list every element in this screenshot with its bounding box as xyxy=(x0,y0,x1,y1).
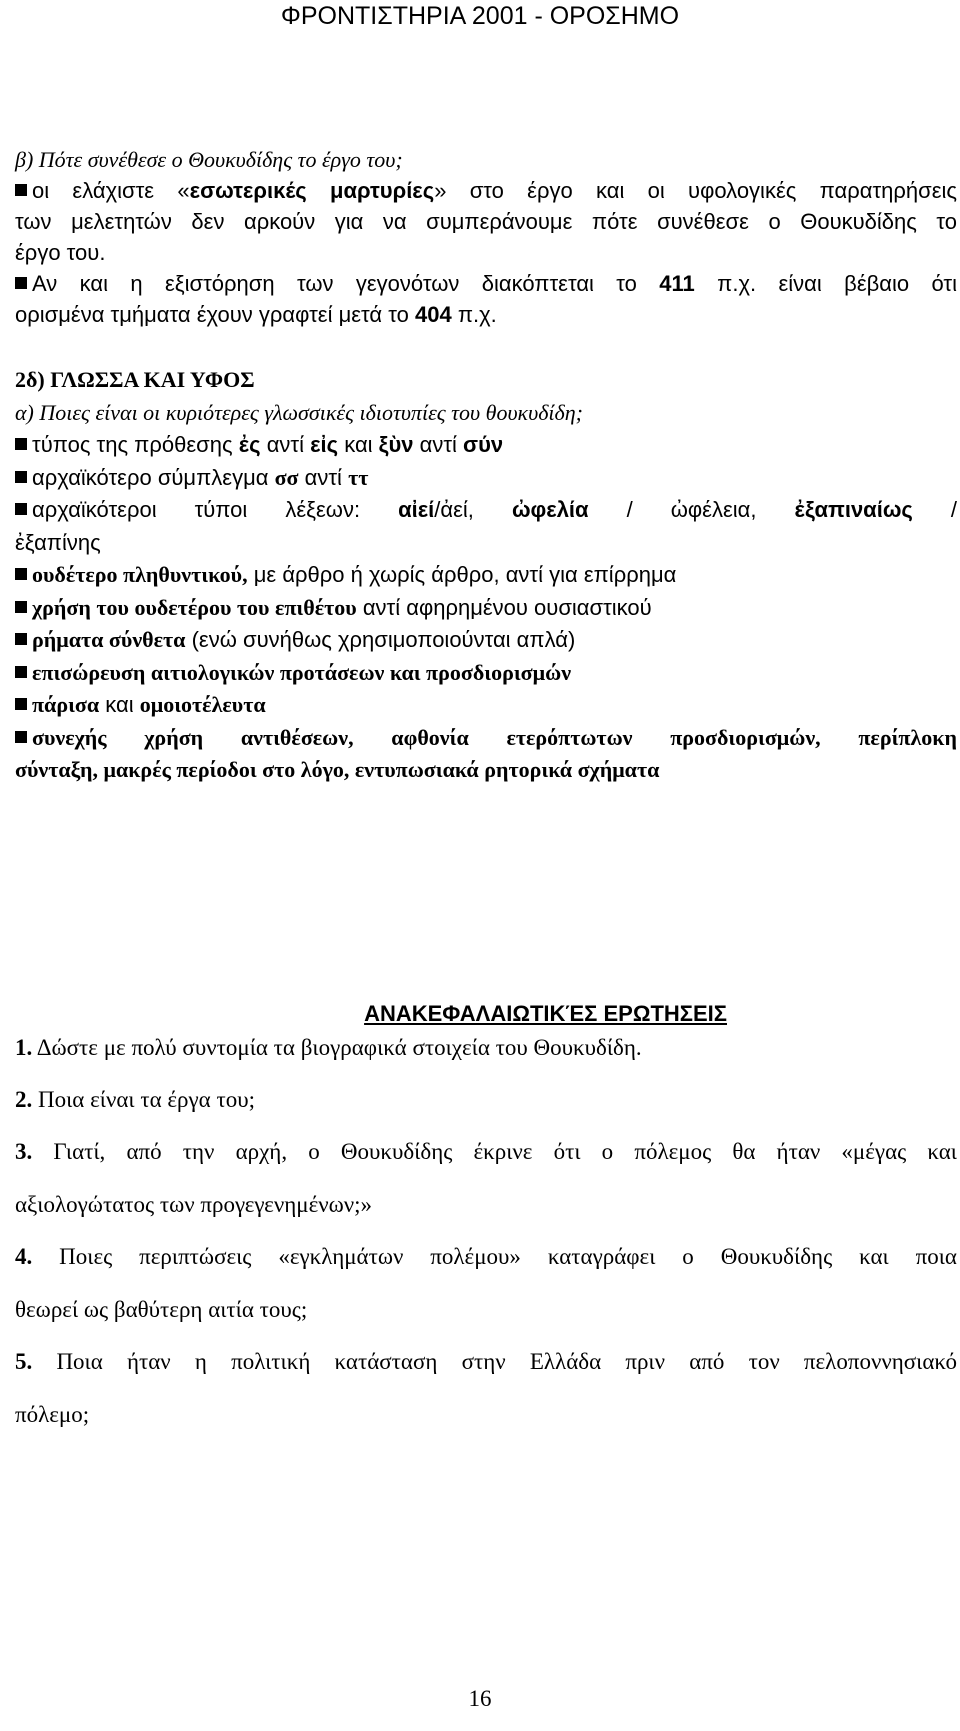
question-4: 4. Ποιες περιπτώσεις «εγκλημάτων πολέμου» καταγράφει ο Θουκυδίδης και ποια θεωρεί ως βαθύτερη αιτία τους; xyxy=(15,1244,957,1322)
bullet-item-testimonies: οι ελάχιστε «εσωτερικές μαρτυρίες» στο έργο και οι υφολογικές παρατηρήσεις xyxy=(15,175,957,206)
bullet-item-neuter-adjective: χρήση του ουδετέρου του επιθέτου αντί αφηρημένου ουσιαστικού xyxy=(15,592,957,625)
bullet-item-dates-line2: ορισμένα τμήματα έχουν γραφτεί μετά το 404 π.χ. xyxy=(15,302,497,327)
bullet-item-compound-verbs: ρήματα σύνθετα (ενώ συνήθως χρησιμοποιούνται απλά) xyxy=(15,624,957,657)
review-title: ΑΝΑΚΕΦΑΛΑΙΩΤΙΚΈΣ ΕΡΩΤΗΣΕΙΣ xyxy=(364,1001,727,1026)
bullet-item-dates: Αν και η εξιστόρηση των γεγονότων διακόπτεται το 411 π.χ. είναι βέβαιο ότι xyxy=(15,268,957,299)
bullet-item-neuter-plural: ουδέτερο πληθυντικού, με άρθρο ή χωρίς άρθρο, αντί για επίρρημα xyxy=(15,559,957,592)
page-number: 16 xyxy=(468,1686,492,1711)
review-questions xyxy=(15,999,957,1430)
bullet-item-preposition: τύπος της πρόθεσης ἐς αντί εἰς και ξὺν αντί σύν xyxy=(15,429,957,462)
question-a: α) Ποιες είναι οι κυριότερες γλωσσικές ιδιοτυπίες του θουκυδίδη; xyxy=(15,399,584,425)
question-3: 3. Γιατί, από την αρχή, ο Θουκυδίδης έκρινε ότι ο πόλεμος θα ήταν «μέγας και αξιολογώτατος των προγεγενημένων;» xyxy=(15,1139,957,1217)
question-1: 1. Δώστε με πολύ συντομία τα βιογραφικά στοιχεία του Θουκυδίδη. xyxy=(15,1035,642,1060)
question-2: 2. Ποια είναι τα έργα του; xyxy=(15,1087,255,1112)
page-header: ΦΡΟΝΤΙΣΤΗΡΙΑ 2001 - ΟΡΟΣΗΜΟ xyxy=(280,2,680,30)
bullet-item-antitheses: συνεχής χρήση αντιθέσεων, αφθονία ετερόπτωτων προσδιορισμών, περίπλοκη xyxy=(15,722,957,755)
bullet-item-antitheses-line2: σύνταξη, μακρές περίοδοι στο λόγο, εντυπωσιακά ρητορικά σχήματα xyxy=(15,757,660,782)
section-b xyxy=(15,144,957,330)
section-title: 2δ) ΓΛΩΣΣΑ ΚΑΙ ΥΦΟΣ xyxy=(15,367,255,392)
bullet-item-testimonies-line3: έργο του. xyxy=(15,240,106,265)
bullet-item-accumulation: επισώρευση αιτιολογικών προτάσεων και προσδιορισμών xyxy=(15,657,957,690)
bullet-item-archaic-forms: αρχαϊκότεροι τύποι λέξεων: αἰεί/ἀεί, ὠφελία / ὠφέλεια, ἐξαπιναίως / xyxy=(15,494,957,527)
bullet-item-cluster: αρχαϊκότερο σύμπλεγμα σσ αντί ττ xyxy=(15,462,957,495)
section-language-style xyxy=(15,364,957,787)
bullet-item-parisa: πάρισα και ομοιοτέλευτα xyxy=(15,689,957,722)
bullet-item-testimonies-line2: των μελετητών δεν αρκούν για να συμπεράνουμε πότε συνέθεσε ο Θουκυδίδης το xyxy=(15,209,957,234)
bullet-item-archaic-forms-line2: ἐξαπίνης xyxy=(15,529,101,555)
question-b: β) Πότε συνέθεσε ο Θουκυδίδης το έργο του; xyxy=(15,147,403,172)
question-5: 5. Ποια ήταν η πολιτική κατάσταση στην Ελλάδα πριν από τον πελοποννησιακό πόλεμο; xyxy=(15,1349,957,1427)
